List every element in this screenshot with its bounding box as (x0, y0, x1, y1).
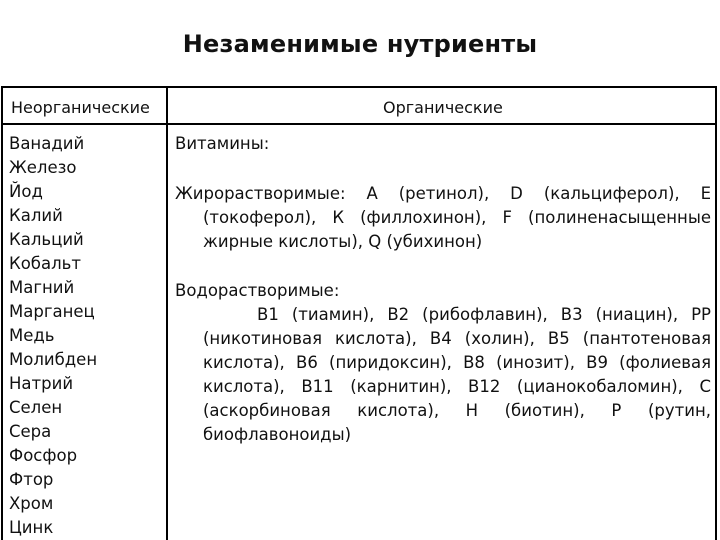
list-item: Кобальт (9, 254, 81, 273)
list-item: Сера (9, 422, 52, 441)
list-item: Магний (9, 278, 75, 297)
list-item: Селен (9, 398, 63, 417)
list-item: Йод (9, 182, 43, 201)
column-divider (166, 88, 168, 540)
list-item: Цинк (9, 518, 54, 537)
water-soluble-line-1: В1 (тиамин), В2 (рибофлавин), В3 (ниацин), РР (257, 305, 711, 324)
inorganic-list (9, 132, 97, 540)
list-item: Ванадий (9, 134, 85, 153)
water-soluble-label: Водорастворимые: (175, 281, 340, 300)
page-title: Незаменимые нутриенты (182, 30, 538, 58)
list-item: Фтор (9, 470, 54, 489)
list-item: Кальций (9, 230, 84, 249)
list-item: Хром (9, 494, 54, 513)
organic-cell (175, 132, 711, 447)
list-item: Медь (9, 326, 55, 345)
header-organic: Органические (383, 98, 503, 117)
nutrients-table (1, 86, 717, 540)
header-inorganic: Неорганические (11, 98, 150, 117)
water-soluble-line-2: (никотиновая кислота), В4 (холин), В5 (пантотеновая (203, 329, 711, 348)
list-item: Натрий (9, 374, 74, 393)
water-soluble-line-4: кислота), В11 (карнитин), В12 (цианокобаломин), С (203, 377, 711, 396)
fat-soluble-line-1: Жирорастворимые: А (ретинол), D (кальциферол), Е (175, 184, 711, 203)
list-item: Железо (9, 158, 77, 177)
list-item: Фосфор (9, 446, 78, 465)
list-item: Марганец (9, 302, 95, 321)
list-item: Молибден (9, 350, 98, 369)
water-soluble-line-5: (аскорбиновая кислота), Н (биотин), Р (рутин, (203, 401, 711, 420)
list-item: Калий (9, 206, 63, 225)
water-soluble-line-3: кислота), В6 (пиридоксин), В8 (инозит), В9 (фолиевая (203, 353, 711, 372)
fat-soluble-line-3: жирные кислоты), Q (убихинон) (203, 232, 483, 251)
vitamins-label: Витамины: (175, 134, 270, 153)
fat-soluble-line-2: (токоферол), К (филлохинон), F (полиненасыщенные (203, 208, 711, 227)
water-soluble-line-6: биофлавоноиды) (203, 425, 352, 444)
header-divider (3, 123, 715, 125)
